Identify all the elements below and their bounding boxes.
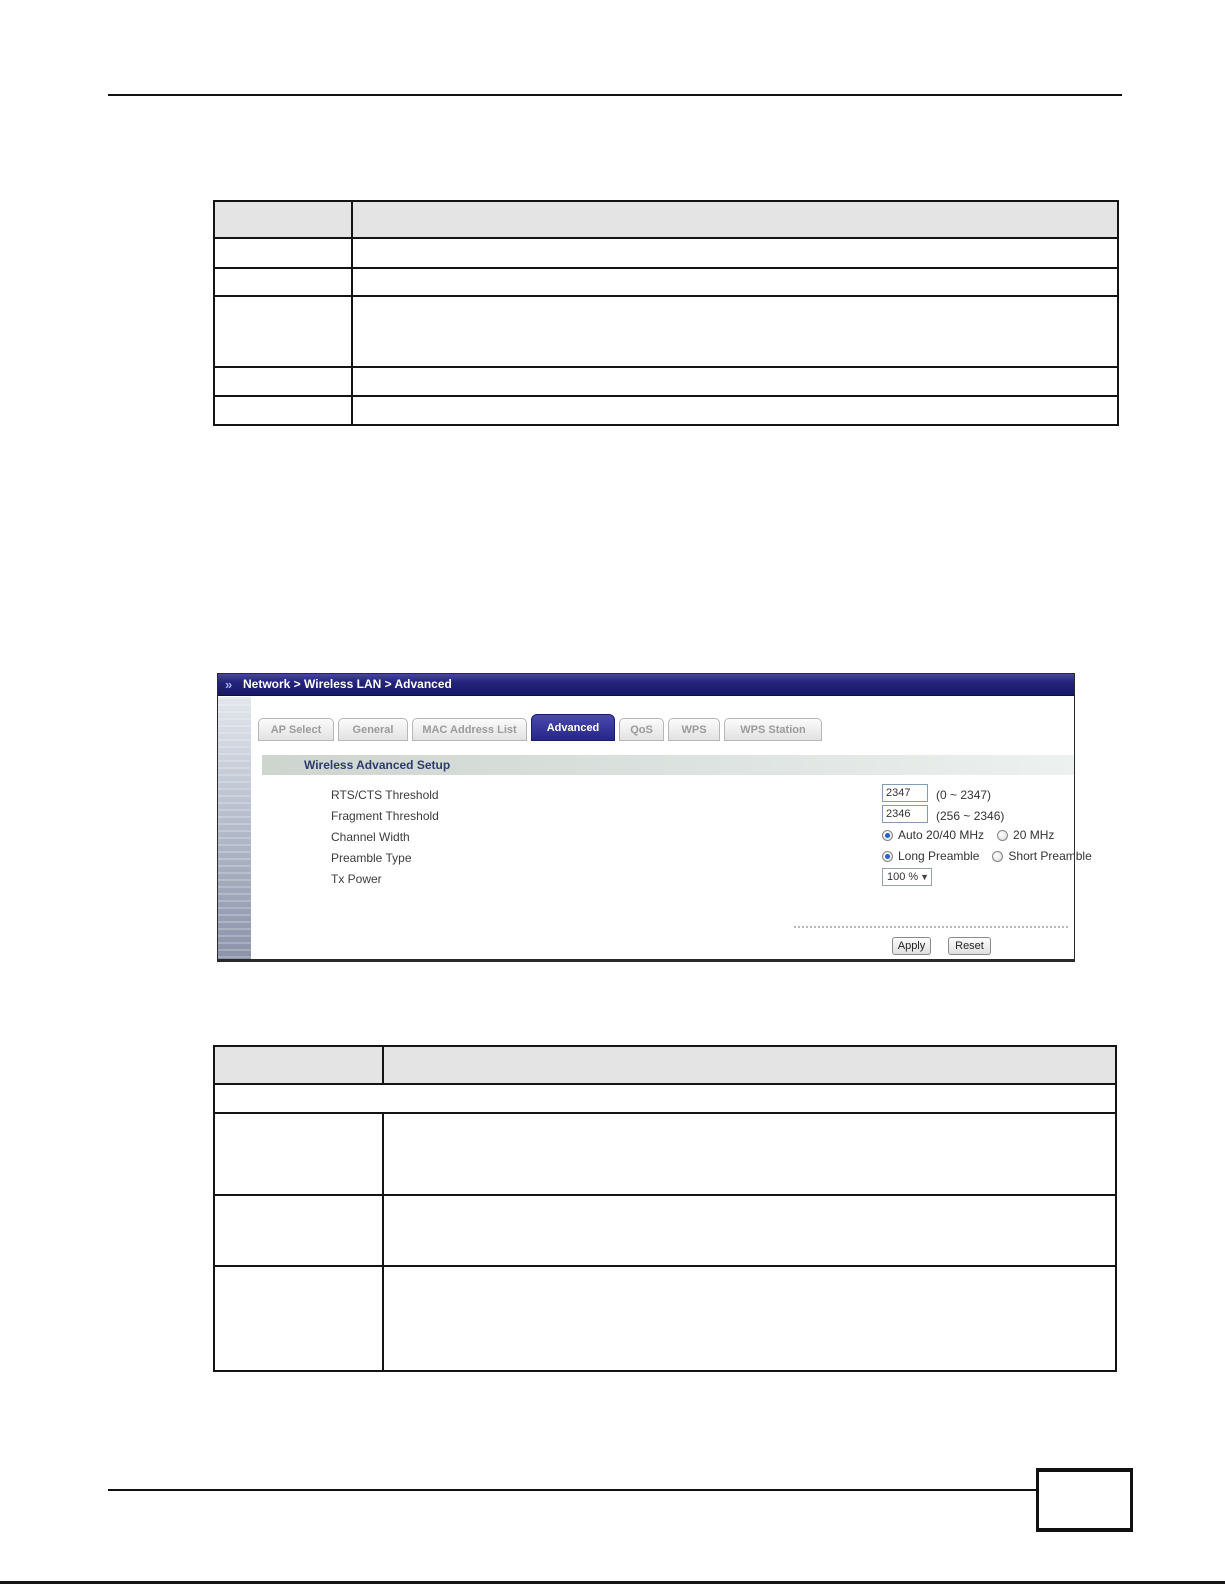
table-cell [383, 1113, 1116, 1195]
tab-mac-address-list[interactable]: MAC Address List [412, 718, 527, 741]
apply-button[interactable]: Apply [892, 937, 931, 955]
breadcrumb: Network > Wireless LAN > Advanced [243, 677, 452, 691]
radio-20mhz[interactable] [997, 830, 1008, 841]
fragment-threshold-input[interactable] [882, 805, 928, 823]
rts-cts-threshold-label: RTS/CTS Threshold [331, 788, 439, 802]
table-cell [214, 367, 352, 396]
router-ui-screenshot [217, 673, 1092, 962]
table-cell [214, 296, 352, 367]
tab-advanced[interactable]: Advanced [531, 714, 615, 741]
breadcrumb-bar [218, 674, 1074, 696]
channel-width-label: Channel Width [331, 830, 410, 844]
table-cell [383, 1266, 1116, 1371]
tab-general[interactable]: General [338, 718, 408, 741]
rts-cts-threshold-range: (0 ~ 2347) [936, 788, 992, 802]
bottom-description-table [213, 1045, 1117, 1372]
table-cell [214, 238, 352, 268]
tx-power-label: Tx Power [331, 872, 382, 886]
preamble-type-options [882, 849, 1092, 863]
fragment-threshold-label: Fragment Threshold [331, 809, 439, 823]
rts-cts-threshold-input[interactable] [882, 784, 928, 802]
table-header-cell [214, 201, 352, 238]
top-description-table [213, 200, 1119, 426]
table-cell [214, 396, 352, 425]
tab-bar [258, 714, 822, 741]
tab-qos[interactable]: QoS [619, 718, 664, 741]
tx-power-value: 100 % [887, 871, 919, 883]
fragment-threshold-range: (256 ~ 2346) [936, 809, 1005, 823]
radio-20mhz-label: 20 MHz [1013, 828, 1055, 842]
tab-ap-select[interactable]: AP Select [258, 718, 334, 741]
table-header-cell [352, 201, 1118, 238]
table-fullwidth-cell [214, 1084, 1116, 1113]
page-number-box [1036, 1468, 1133, 1532]
table-cell [214, 1266, 383, 1371]
table-cell [214, 268, 352, 296]
table-cell [352, 238, 1118, 268]
table-cell [214, 1195, 383, 1266]
radio-short-preamble-label: Short Preamble [1008, 849, 1092, 863]
section-title: Wireless Advanced Setup [262, 755, 1074, 775]
table-cell [352, 396, 1118, 425]
radio-auto-2040mhz-label: Auto 20/40 MHz [898, 828, 985, 842]
chevron-right-icon: » [225, 677, 233, 692]
table-cell [383, 1195, 1116, 1266]
radio-short-preamble[interactable] [992, 851, 1003, 862]
button-divider [794, 926, 1068, 928]
reset-button[interactable]: Reset [948, 937, 991, 955]
table-header-cell [214, 1046, 383, 1084]
radio-auto-2040mhz[interactable] [882, 830, 893, 841]
tab-wps-station[interactable]: WPS Station [724, 718, 822, 741]
radio-long-preamble-label: Long Preamble [898, 849, 980, 863]
page-bottom-edge [0, 1581, 1225, 1584]
tab-wps[interactable]: WPS [668, 718, 720, 741]
table-cell [352, 268, 1118, 296]
channel-width-options [882, 828, 1054, 842]
top-rule [108, 94, 1122, 96]
preamble-type-label: Preamble Type [331, 851, 412, 865]
table-header-cell [383, 1046, 1116, 1084]
footer-rule [108, 1489, 1036, 1491]
radio-long-preamble[interactable] [882, 851, 893, 862]
table-cell [214, 1113, 383, 1195]
table-cell [352, 296, 1118, 367]
table-cell [352, 367, 1118, 396]
chevron-down-icon: ▼ [920, 872, 929, 882]
sidebar-gradient-strip [218, 697, 251, 959]
tx-power-select[interactable] [882, 868, 932, 886]
